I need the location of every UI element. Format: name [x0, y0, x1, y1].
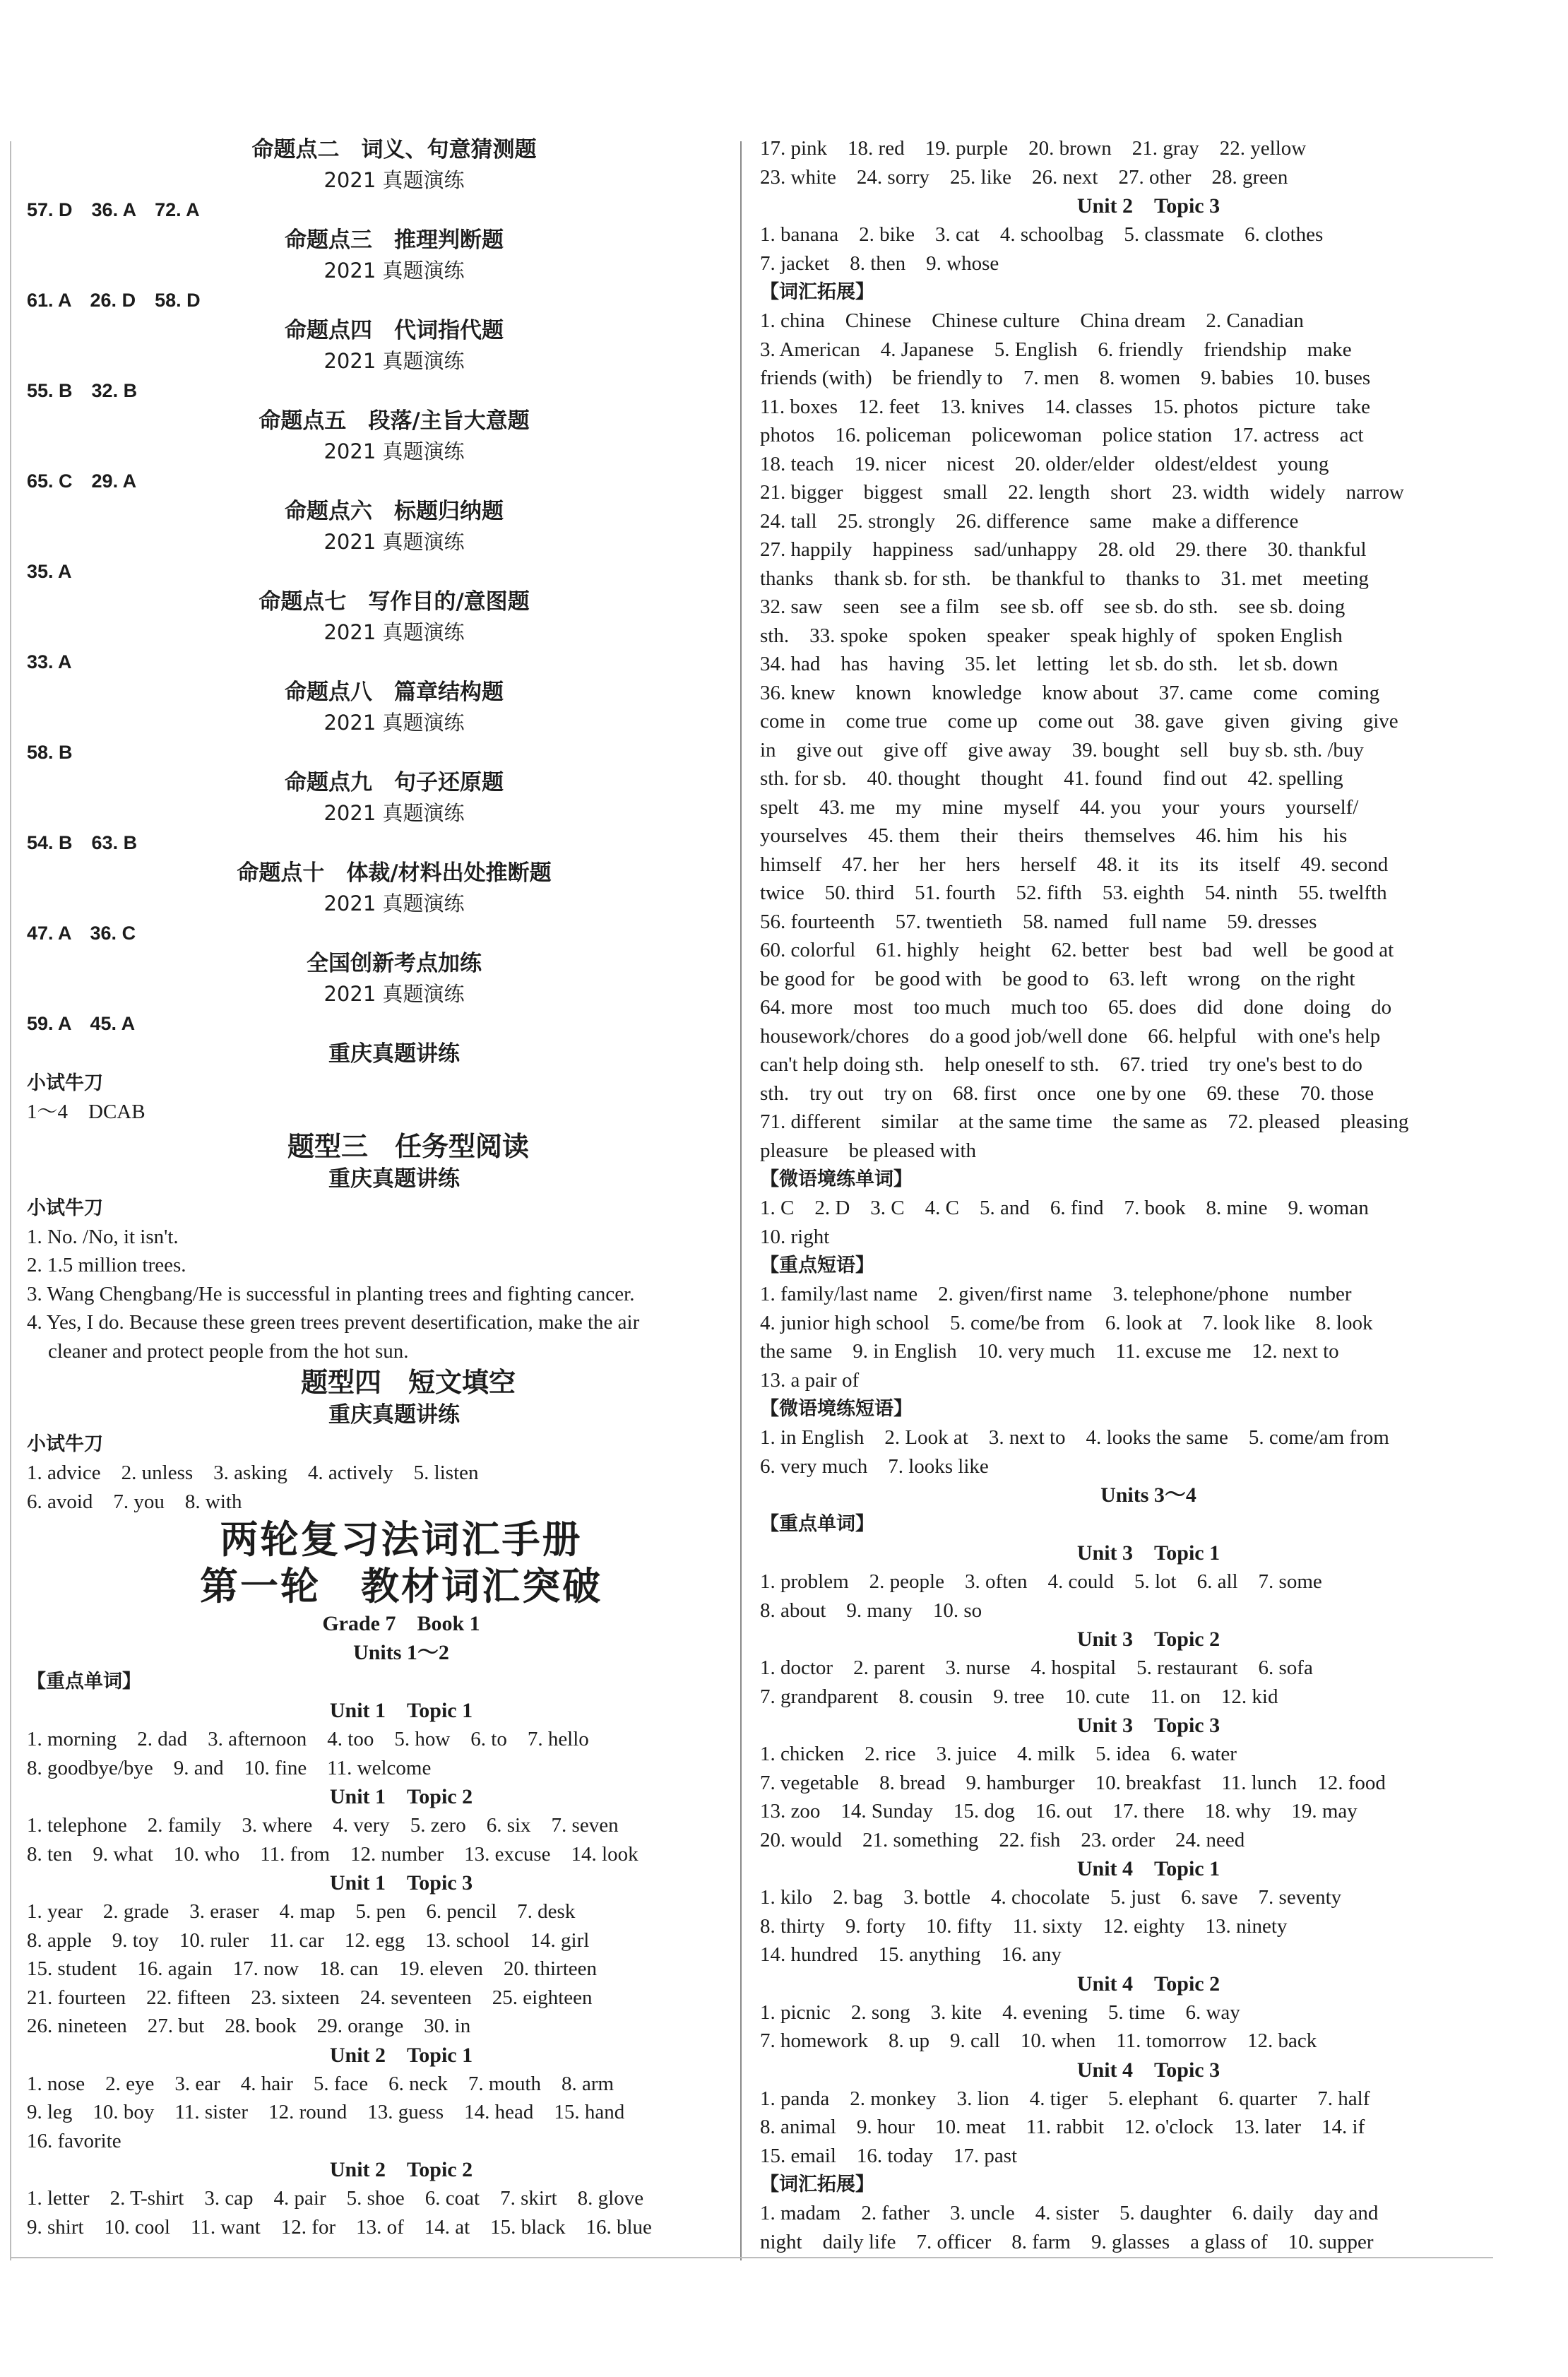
word-line: 1. C 2. D 3. C 4. C 5. and 6. find 7. book 8. mine 9. woman	[760, 1197, 1369, 1219]
phrase-line: 13. a pair of	[760, 1368, 860, 1392]
practice-label: 小试牛刀	[27, 1197, 103, 1219]
vocab-expansion-line: 60. colorful 61. highly height 62. better best bad well be good at	[760, 939, 1394, 961]
word-line: 1. chicken 2. rice 3. juice 4. milk 5. idea 6. water	[760, 1743, 1237, 1765]
word-line: 10. right	[760, 1225, 830, 1248]
vocab-expansion-line: photos 16. policeman policewoman police station 17. actress act	[760, 424, 1364, 446]
section-heading: 命题点七 写作目的/意图题	[259, 589, 530, 615]
vocab-expansion-line: 36. knew known knowledge know about 37. came come coming	[760, 681, 1380, 704]
practice-label: 小试牛刀	[27, 1433, 103, 1455]
vocab-expansion-line: 24. tall 25. strongly 26. difference same make a difference	[760, 509, 1299, 533]
vocab-expansion-line: can't help doing sth. help oneself to sth. 67. tried try one's best to do	[760, 1053, 1362, 1076]
word-line: 9. shirt 10. cool 11. want 12. for 13. of 14. at 15. black 16. blue	[27, 2215, 652, 2239]
vocab-expansion-line: thanks thank sb. for sth. be thankful to thanks to 31. met meeting	[760, 567, 1369, 590]
topic-heading: Unit 1 Topic 2	[329, 1785, 473, 1808]
topic-heading: Unit 3 Topic 2	[1076, 1628, 1220, 1651]
word-line: 26. nineteen 27. but 28. book 29. orange 30. in	[27, 2015, 471, 2037]
word-line: 15. email 16. today 17. past	[760, 2144, 1018, 2167]
word-line: 1. telephone 2. family 3. where 4. very 5. zero 6. six 7. seven	[27, 1814, 619, 1837]
practice-label: 小试牛刀	[27, 1072, 103, 1094]
units-heading: Units 3～4	[1100, 1483, 1196, 1507]
word-line: 7. homework 8. up 9. call 10. when 11. tomorrow 12. back	[760, 2029, 1317, 2052]
section-heading: 命题点五 段落/主旨大意题	[259, 408, 530, 434]
word-line: 13. zoo 14. Sunday 15. dog 16. out 17. there 18. why 19. may	[760, 1800, 1358, 1822]
vocab-expansion-line: 71. different similar at the same time the same as 72. pleased pleasing	[760, 1110, 1409, 1133]
section-year: 2021 真题演练	[323, 620, 465, 644]
vocab-expansion-line: come in come true come up come out 38. gave given giving give	[760, 710, 1398, 733]
section-year: 2021 真题演练	[323, 349, 465, 373]
word-line: 17. pink 18. red 19. purple 20. brown 21. gray 22. yellow	[760, 137, 1307, 160]
vocab-expansion-line: spelt 43. me my mine myself 44. you your yours yourself/	[760, 795, 1359, 819]
vocab-expansion-label: 【词汇拓展】	[760, 2174, 874, 2195]
word-line: 1. letter 2. T-shirt 3. cap 4. pair 5. shoe 6. coat 7. skirt 8. glove	[27, 2187, 644, 2210]
word-line: 1. doctor 2. parent 3. nurse 4. hospital 5. restaurant 6. sofa	[760, 1656, 1313, 1679]
answer-line: 4. Yes, I do. Because these green trees prevent desertification, make the air	[27, 1311, 640, 1334]
word-line: 14. hundred 15. anything 16. any	[760, 1943, 1062, 1966]
bottom-border-line	[10, 2257, 1493, 2258]
micro-context-phrases-label: 【微语境练短语】	[760, 1398, 913, 1420]
vocab-handbook-title: 两轮复习法词汇手册	[220, 1517, 583, 1562]
topic-heading: Unit 2 Topic 1	[329, 2043, 473, 2067]
answer-line: 2. 1.5 million trees.	[27, 1254, 186, 1276]
word-line: 1. picnic 2. song 3. kite 4. evening 5. time 6. way	[760, 2000, 1240, 2024]
vocab-expansion-line: 56. fourteenth 57. twentieth 58. named full name 59. dresses	[760, 910, 1317, 933]
round-one-title: 第一轮 教材词汇突破	[200, 1563, 602, 1608]
answer-line: 6. avoid 7. you 8. with	[27, 1490, 242, 1513]
section-year: 2021 真题演练	[323, 530, 465, 554]
word-line: 23. white 24. sorry 25. like 26. next 27. other 28. green	[760, 165, 1288, 189]
answer-line: 3. Wang Chengbang/He is successful in planting trees and fighting cancer.	[27, 1282, 635, 1305]
answer-line: 59. A 45. A	[27, 1013, 136, 1034]
vocab-expansion-line: 21. bigger biggest small 22. length short 23. width widely narrow	[760, 481, 1404, 504]
phrase-line: 1. in English 2. Look at 3. next to 4. looks the same 5. come/am from	[760, 1426, 1389, 1449]
vocab-expansion-line: 11. boxes 12. feet 13. knives 14. classes 15. photos picture take	[760, 395, 1370, 418]
answer-line: 1. No. /No, it isn't.	[27, 1225, 179, 1248]
phrase-line: 6. very much 7. looks like	[760, 1454, 989, 1478]
word-line: 1. madam 2. father 3. uncle 4. sister 5. daughter 6. daily day and	[760, 2202, 1379, 2224]
section-year: 2021 真题演练	[323, 711, 465, 735]
answer-line: 65. C 29. A	[27, 470, 137, 492]
topic-heading: Unit 4 Topic 1	[1076, 1857, 1220, 1880]
left-border-line	[10, 141, 11, 2260]
word-line: 1. panda 2. monkey 3. lion 4. tiger 5. elephant 6. quarter 7. half	[760, 2087, 1370, 2110]
answer-line: 61. A 26. D 58. D	[27, 290, 201, 311]
word-line: 1. nose 2. eye 3. ear 4. hair 5. face 6. neck 7. mouth 8. arm	[27, 2072, 614, 2095]
word-line: 7. grandparent 8. cousin 9. tree 10. cute 11. on 12. kid	[760, 1685, 1278, 1708]
answer-line: 47. A 36. C	[27, 923, 136, 944]
topic-heading: Unit 1 Topic 3	[329, 1871, 473, 1895]
key-words-label: 【重点单词】	[760, 1513, 874, 1535]
vocab-expansion-label: 【词汇拓展】	[760, 281, 874, 303]
topic-heading: Unit 3 Topic 1	[1076, 1541, 1220, 1565]
section-heading: 命题点六 标题归纳题	[285, 499, 504, 524]
word-line: 16. favorite	[27, 2129, 121, 2152]
right-column	[760, 134, 1495, 2256]
topic-heading: Unit 4 Topic 2	[1076, 1972, 1220, 1996]
vocab-expansion-list	[760, 307, 1495, 1165]
answer-line: 55. B 32. B	[27, 380, 138, 401]
section-heading: 重庆真题讲练	[328, 1041, 460, 1067]
section-year: 2021 真题演练	[323, 982, 465, 1006]
answer-line: 35. A	[27, 561, 72, 582]
answer-line: 54. B 63. B	[27, 832, 138, 853]
vocab-expansion-line: 3. American 4. Japanese 5. English 6. friendly friendship make	[760, 338, 1352, 361]
word-line: 15. student 16. again 17. now 18. can 19. eleven 20. thirteen	[27, 1957, 598, 1980]
vocab-expansion-line: himself 47. her her hers herself 48. it its its itself 49. second	[760, 853, 1389, 876]
vocab-expansion-line: sth. 33. spoke spoken speaker speak highly of spoken English	[760, 624, 1343, 647]
topic-heading: Unit 2 Topic 2	[329, 2158, 473, 2181]
section-year: 2021 真题演练	[323, 891, 465, 915]
word-line: 21. fourteen 22. fifteen 23. sixteen 24. seventeen 25. eighteen	[27, 1986, 593, 2009]
word-line: 8. ten 9. what 10. who 11. from 12. number 13. excuse 14. look	[27, 1842, 639, 1866]
section-year: 2021 真题演练	[323, 259, 465, 283]
phrase-line: the same 9. in English 10. very much 11. excuse me 12. next to	[760, 1340, 1339, 1363]
vocab-expansion-line: in give out give off give away 39. bought sell buy sb. sth. /buy	[760, 738, 1364, 761]
grade-heading: Grade 7 Book 1	[322, 1612, 480, 1635]
vocab-expansion-line: sth. try out try on 68. first once one by one 69. these 70. those	[760, 1081, 1374, 1105]
answer-line: 57. D 36. A 72. A	[27, 199, 200, 220]
answer-line: 1～4 DCAB	[27, 1101, 145, 1123]
section-year: 2021 真题演练	[323, 168, 465, 192]
word-line: 1. year 2. grade 3. eraser 4. map 5. pen 6. pencil 7. desk	[27, 1900, 576, 1923]
vocab-expansion-line: yourselves 45. them their theirs themselves 46. him his his	[760, 824, 1348, 847]
section-heading: 命题点三 推理判断题	[285, 227, 504, 253]
section-heading: 全国创新考点加练	[307, 951, 482, 976]
column-divider	[740, 141, 742, 2260]
vocab-expansion-line: 1. china Chinese Chinese culture China dream 2. Canadian	[760, 309, 1304, 332]
answer-line: 33. A	[27, 651, 72, 672]
answer-line: 58. B	[27, 742, 73, 763]
vocab-expansion-line: pleasure be pleased with	[760, 1139, 977, 1162]
section-year: 2021 真题演练	[323, 801, 465, 825]
section-heading: 命题点九 句子还原题	[285, 770, 504, 795]
units-heading: Units 1～2	[353, 1641, 449, 1664]
word-line: 7. vegetable 8. bread 9. hamburger 10. breakfast 11. lunch 12. food	[760, 1771, 1386, 1794]
vocab-expansion-line: 27. happily happiness sad/unhappy 28. old 29. there 30. thankful	[760, 538, 1367, 561]
question-type-title: 题型三 任务型阅读	[287, 1130, 529, 1162]
section-heading: 重庆真题讲练	[328, 1402, 460, 1428]
vocab-expansion-line: sth. for sb. 40. thought thought 41. found find out 42. spelling	[760, 767, 1343, 790]
word-line: 8. apple 9. toy 10. ruler 11. car 12. egg 13. school 14. girl	[27, 1928, 590, 1952]
phrase-line: 1. family/last name 2. given/first name 3. telephone/phone number	[760, 1283, 1352, 1305]
vocab-expansion-line: be good for be good with be good to 63. left wrong on the right	[760, 967, 1355, 990]
answer-line: 1. advice 2. unless 3. asking 4. actively 5. listen	[27, 1462, 479, 1484]
word-line: 1. kilo 2. bag 3. bottle 4. chocolate 5. just 6. save 7. seventy	[760, 1886, 1342, 1909]
word-line: 1. problem 2. people 3. often 4. could 5. lot 6. all 7. some	[760, 1570, 1322, 1593]
vocab-expansion-line: 64. more most too much much too 65. does did done doing do	[760, 996, 1392, 1019]
topic-heading: Unit 2 Topic 3	[1076, 194, 1220, 218]
vocab-expansion-line: twice 50. third 51. fourth 52. fifth 53. eighth 54. ninth 55. twelfth	[760, 882, 1387, 904]
word-line: 8. goodbye/bye 9. and 10. fine 11. welcome	[27, 1756, 432, 1779]
section-heading: 命题点八 篇章结构题	[285, 680, 504, 705]
key-words-label: 【重点单词】	[27, 1671, 141, 1693]
topic-heading: Unit 1 Topic 1	[329, 1699, 473, 1722]
question-type-title: 题型四 短文填空	[300, 1367, 516, 1398]
section-heading: 命题点十 体裁/材料出处推断题	[237, 860, 552, 886]
section-year: 2021 真题演练	[323, 439, 465, 463]
word-line: night daily life 7. officer 8. farm 9. glasses a glass of 10. supper	[760, 2230, 1374, 2253]
word-line: 1. banana 2. bike 3. cat 4. schoolbag 5. classmate 6. clothes	[760, 223, 1324, 246]
key-phrases-label: 【重点短语】	[760, 1255, 874, 1276]
vocab-expansion-line: 32. saw seen see a film see sb. off see sb. do sth. see sb. doing	[760, 595, 1346, 618]
phrase-line: 4. junior high school 5. come/be from 6. look at 7. look like 8. look	[760, 1311, 1373, 1334]
section-heading: 命题点四 代词指代题	[285, 318, 504, 343]
topic-heading: Unit 3 Topic 3	[1076, 1714, 1220, 1737]
word-line: 8. animal 9. hour 10. meat 11. rabbit 12. o'clock 13. later 14. if	[760, 2116, 1365, 2138]
word-line: 8. thirty 9. forty 10. fifty 11. sixty 12. eighty 13. ninety	[760, 1914, 1288, 1938]
word-line: 7. jacket 8. then 9. whose	[760, 251, 999, 275]
word-line: 1. morning 2. dad 3. afternoon 4. too 5. how 6. to 7. hello	[27, 1728, 589, 1750]
micro-context-words-label: 【微语境练单词】	[760, 1168, 913, 1190]
answer-line: cleaner and protect people from the hot sun.	[48, 1339, 409, 1363]
word-line: 9. leg 10. boy 11. sister 12. round 13. guess 14. head 15. hand	[27, 2101, 625, 2123]
left-column	[27, 134, 733, 2241]
word-line: 8. about 9. many 10. so	[760, 1599, 982, 1622]
vocab-expansion-line: housework/chores do a good job/well done 66. helpful with one's help	[760, 1024, 1381, 1048]
word-line: 20. would 21. something 22. fish 23. order 24. need	[760, 1828, 1245, 1851]
vocab-expansion-line: friends (with) be friendly to 7. men 8. women 9. babies 10. buses	[760, 367, 1371, 389]
topic-heading: Unit 4 Topic 3	[1076, 2058, 1220, 2082]
vocab-expansion-line: 34. had has having 35. let letting let sb. do sth. let sb. down	[760, 653, 1338, 675]
vocab-expansion-line: 18. teach 19. nicer nicest 20. older/elder oldest/eldest young	[760, 452, 1329, 475]
section-heading: 命题点二 词义、句意猜测题	[251, 137, 537, 162]
section-heading: 重庆真题讲练	[328, 1166, 460, 1192]
